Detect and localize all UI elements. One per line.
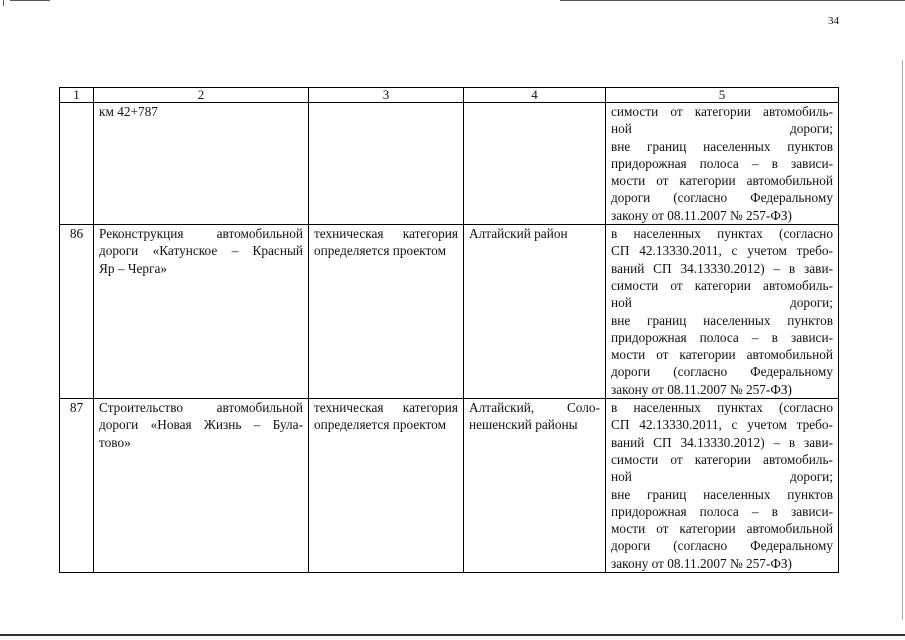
- header-cell-1: 1: [60, 88, 94, 103]
- cell-text-line: техническая категория: [314, 226, 458, 242]
- cell-text-line: СП 42.13330.2011, с учетом требо-: [611, 417, 833, 433]
- table-row: [60, 103, 839, 225]
- cell-text-line: вне границ населенных пунктов: [611, 138, 833, 154]
- cell-text-line: нешенский районы: [469, 417, 578, 433]
- scan-edge-mark: [3, 0, 4, 6]
- protection-zone-cell: [606, 399, 839, 573]
- cell-text-line: км 42+787: [99, 104, 158, 119]
- protection-zone-cell: [606, 225, 839, 399]
- cell-text-line: придорожная полоса – в зависи-: [611, 329, 833, 345]
- cell-text-line: в населенных пунктах (согласно: [611, 226, 833, 242]
- row-number-cell: 86: [60, 225, 94, 399]
- row-number-cell: 87: [60, 399, 94, 573]
- category-cell: [309, 399, 464, 573]
- cell-text-line: дороги (согласно Федеральному: [611, 538, 833, 554]
- cell-text-line: мости от категории автомобильной: [611, 173, 833, 189]
- category-cell: [309, 103, 464, 225]
- cell-text-line: Алтайский район: [469, 226, 568, 242]
- cell-text-line: симости от категории автомобиль-: [611, 104, 833, 119]
- cell-text-line: техническая категория: [314, 400, 458, 416]
- location-cell: [464, 399, 606, 573]
- cell-text-line: мости от категории автомобильной: [611, 521, 833, 537]
- cell-text-line: придорожная полоса – в зависи-: [611, 503, 833, 519]
- cell-text-line: дороги (согласно Федеральному: [611, 190, 833, 206]
- cell-text-line: ной дороги;: [611, 469, 833, 485]
- cell-text-line: ной дороги;: [611, 295, 833, 311]
- cell-text-line: придорожная полоса – в зависи-: [611, 155, 833, 171]
- cell-text-line: вне границ населенных пунктов: [611, 486, 833, 502]
- cell-text-line: ваний СП 34.13330.2012) – в зави-: [611, 260, 833, 276]
- object-cell: [94, 225, 309, 399]
- header-cell-4: 4: [464, 88, 606, 103]
- category-cell: [309, 225, 464, 399]
- location-cell: [464, 103, 606, 225]
- protection-zone-cell: [606, 103, 839, 225]
- cell-text-line: Строительство автомобильной: [99, 400, 303, 416]
- location-cell: [464, 225, 606, 399]
- cell-text-line: Алтайский, Соло-: [469, 400, 600, 416]
- header-cell-5: 5: [606, 88, 839, 103]
- cell-text-line: СП 42.13330.2011, с учетом требо-: [611, 243, 833, 259]
- scan-edge-right: [902, 60, 903, 620]
- cell-text-line: мости от категории автомобильной: [611, 347, 833, 363]
- cell-text-line: определяется проектом: [314, 243, 446, 259]
- cell-text-line: закону от 08.11.2007 № 257-ФЗ): [611, 555, 792, 571]
- cell-text-line: закону от 08.11.2007 № 257-ФЗ): [611, 381, 792, 397]
- table-header-row: [60, 88, 839, 103]
- cell-text-line: дороги «Катунское – Красный: [99, 243, 303, 259]
- scan-edge-top-left: [10, 0, 50, 1]
- cell-text-line: Реконструкция автомобильной: [99, 226, 303, 242]
- cell-text-line: в населенных пунктах (согласно: [611, 400, 833, 416]
- row-number-cell: [60, 103, 94, 225]
- scan-edge-bottom: [0, 634, 905, 636]
- table-row: [60, 225, 839, 399]
- cell-text-line: Яр – Черга»: [99, 260, 168, 276]
- scan-edge-top-right: [560, 0, 905, 1]
- cell-text-line: симости от категории автомобиль-: [611, 451, 833, 467]
- table-row: [60, 399, 839, 573]
- cell-text-line: ваний СП 34.13330.2012) – в зави-: [611, 434, 833, 450]
- header-cell-2: 2: [94, 88, 309, 103]
- cell-text-line: симости от категории автомобиль-: [611, 277, 833, 293]
- cell-text-line: ной дороги;: [611, 121, 833, 137]
- object-cell: [94, 399, 309, 573]
- cell-text-line: определяется проектом: [314, 417, 446, 433]
- cell-text-line: вне границ населенных пунктов: [611, 312, 833, 328]
- document-table: [59, 87, 839, 573]
- cell-text-line: закону от 08.11.2007 № 257-ФЗ): [611, 207, 792, 223]
- cell-text-line: дороги «Новая Жизнь – Була-: [99, 417, 303, 433]
- cell-text-line: дороги (согласно Федеральному: [611, 364, 833, 380]
- page-number: 34: [828, 15, 839, 27]
- object-cell: [94, 103, 309, 225]
- cell-text-line: тово»: [99, 434, 131, 450]
- header-cell-3: 3: [309, 88, 464, 103]
